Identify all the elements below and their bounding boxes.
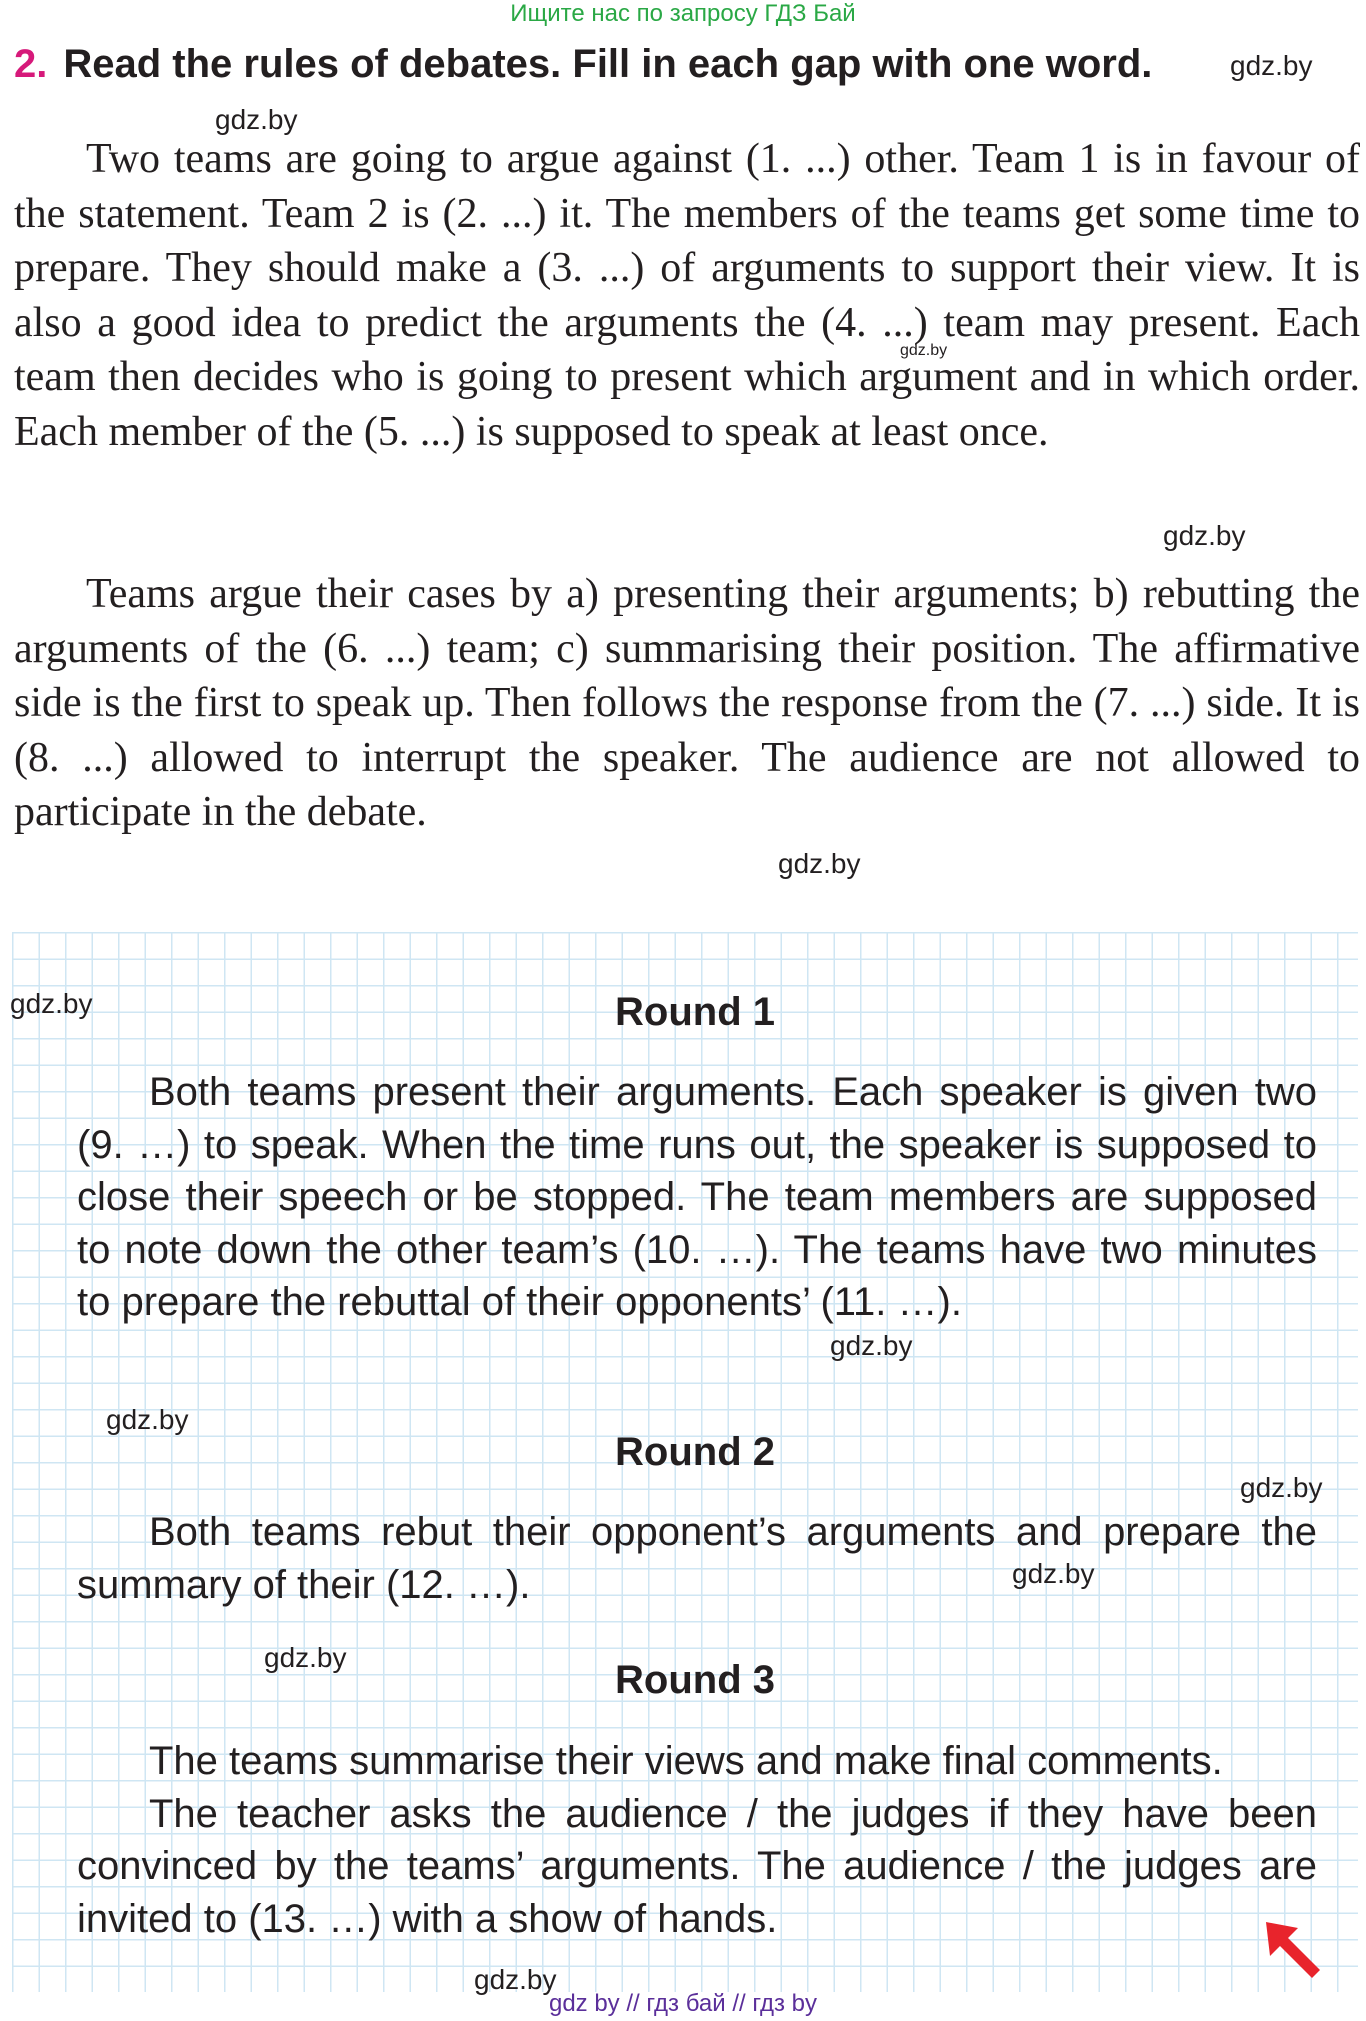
round-2-text — [77, 1506, 1317, 1611]
task-number: 2. — [14, 42, 48, 86]
red-arrow-icon — [1262, 1918, 1326, 1982]
round-1-paragraph: Both teams present their arguments. Each speaker is given two (9. …) to speak. When the time runs out, the speaker is supposed to close their speech or be stopped. The team members are supposed to note down the other team’s (10. …). The teams have two minutes to prepare the rebuttal of their opponents’ (11. …). — [77, 1070, 1317, 1324]
watermark: gdz.by — [106, 1404, 189, 1435]
watermark: gdz.by — [1163, 520, 1246, 551]
round-3-paragraph-1: The teams summarise their views and make final comments. — [149, 1739, 1223, 1783]
watermark: gdz.by — [10, 988, 93, 1019]
watermark: gdz.by — [830, 1330, 913, 1361]
watermark: gdz.by — [1012, 1558, 1095, 1589]
watermark: gdz.by — [264, 1642, 347, 1673]
top-banner[interactable]: Ищите нас по запросу ГДЗ Бай — [510, 0, 856, 27]
round-3-title: Round 3 — [615, 1658, 775, 1702]
watermark: gdz.by — [778, 848, 861, 879]
paragraph-1: Two teams are going to argue against (1. ...) other. Team 1 is in favour of the statement. Team 2 is (2. ...) it. The members of the teams get some time to prepare. They should make a (3. ...) of arguments to support their view. It is also a good idea to predict the arguments the (4. ...) team may present. Each team then decides who is going to present which argument and in which order. Each member of the (5. ...) is supposed to speak at least once. — [14, 136, 1360, 455]
watermark: gdz.by — [1230, 50, 1313, 81]
round-3-paragraph-2: The teacher asks the audience / the judges if they have been convinced by the teams’ arguments. The audience / the judges are invited to (13. …) with a show of hands. — [77, 1791, 1317, 1941]
watermark: gdz.by — [1240, 1472, 1323, 1503]
paragraph-2: Teams argue their cases by a) presenting their arguments; b) rebutting the arguments of the (6. ...) team; c) summarising their position. The affirmative side is the first to speak up. Then follows the response from the (7. ...) side. It is (8. ...) allowed to interrupt the speaker. The audience are not allowed to participate in the debate. — [14, 571, 1360, 835]
watermark: gdz.by — [474, 1964, 557, 1995]
round-1-text — [77, 1066, 1317, 1329]
round-3-text — [77, 1735, 1317, 1945]
round-2-title: Round 2 — [615, 1430, 775, 1474]
round-1-title: Round 1 — [615, 990, 775, 1034]
task-heading — [14, 42, 1354, 87]
watermark: gdz.by — [900, 342, 948, 359]
round-2-paragraph: Both teams rebut their opponent’s arguments and prepare the summary of their (12. …). — [77, 1510, 1317, 1607]
watermark: gdz.by — [215, 104, 298, 135]
bottom-banner[interactable]: gdz by // гдз бай // гдз by — [548, 1990, 818, 2017]
task-title: Read the rules of debates. Fill in each gap with one word. — [63, 42, 1153, 86]
